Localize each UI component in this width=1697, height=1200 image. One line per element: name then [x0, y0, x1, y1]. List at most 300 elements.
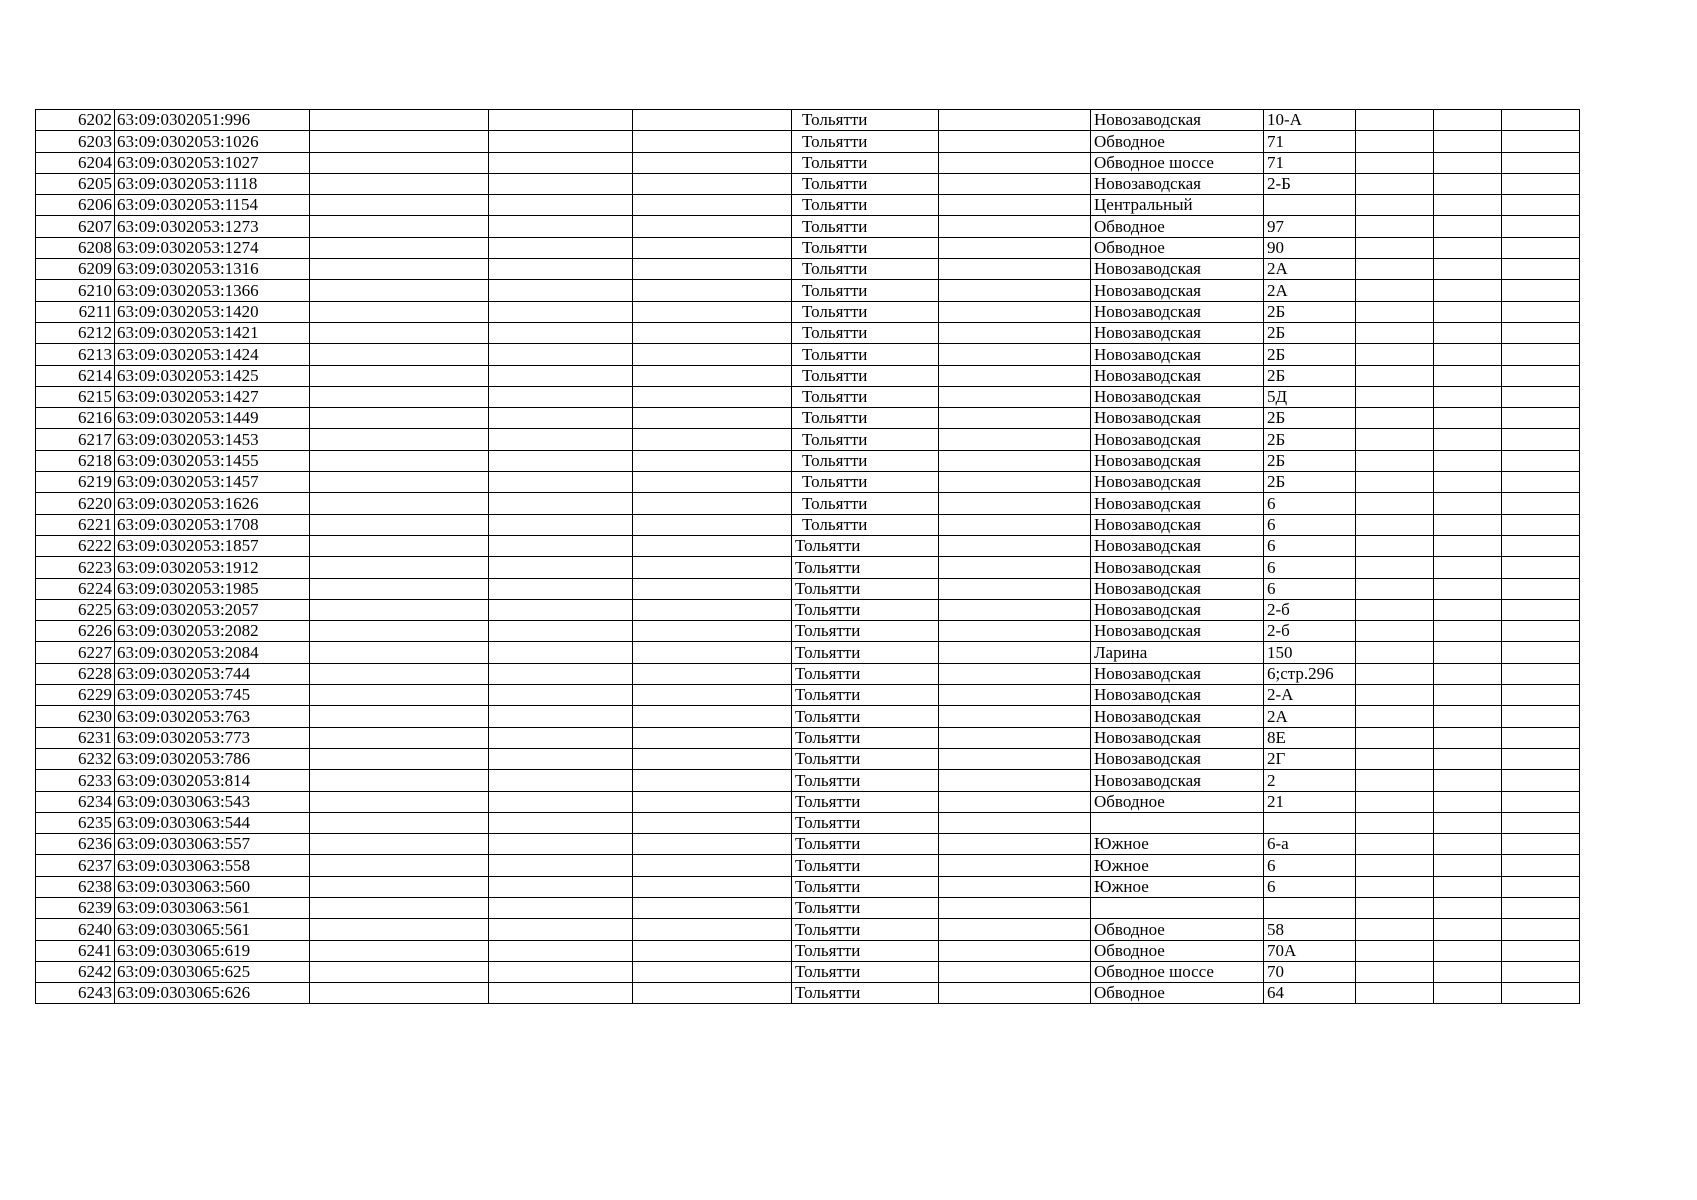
- empty-cell: [1502, 344, 1580, 365]
- table-row: [36, 216, 1580, 237]
- empty-cell: [310, 493, 489, 514]
- empty-cell: [310, 259, 489, 280]
- row-number-cell: 6211: [36, 301, 115, 322]
- empty-cell: [633, 152, 792, 173]
- city-cell: Тольятти: [792, 472, 939, 493]
- empty-cell: [489, 216, 633, 237]
- city-cell: Тольятти: [792, 876, 939, 897]
- city-cell: Тольятти: [792, 110, 939, 131]
- empty-cell: [310, 237, 489, 258]
- table-row: [36, 578, 1580, 599]
- empty-cell: [489, 578, 633, 599]
- table-row: [36, 706, 1580, 727]
- empty-cell: [1434, 855, 1502, 876]
- empty-cell: [939, 748, 1091, 769]
- empty-cell: [489, 855, 633, 876]
- row-number-cell: 6204: [36, 152, 115, 173]
- empty-cell: [310, 578, 489, 599]
- street-cell: Новозаводская: [1091, 535, 1264, 556]
- empty-cell: [1434, 429, 1502, 450]
- house-number-cell: 90: [1264, 237, 1356, 258]
- empty-cell: [633, 748, 792, 769]
- table-row: [36, 812, 1580, 833]
- row-number-cell: 6238: [36, 876, 115, 897]
- empty-cell: [1502, 131, 1580, 152]
- street-cell: Новозаводская: [1091, 110, 1264, 131]
- street-cell: Южное: [1091, 876, 1264, 897]
- empty-cell: [1502, 110, 1580, 131]
- street-cell: Новозаводская: [1091, 472, 1264, 493]
- empty-cell: [489, 280, 633, 301]
- table-row: [36, 983, 1580, 1004]
- empty-cell: [489, 344, 633, 365]
- empty-cell: [939, 961, 1091, 982]
- empty-cell: [1434, 195, 1502, 216]
- empty-cell: [633, 110, 792, 131]
- empty-cell: [310, 131, 489, 152]
- empty-cell: [633, 450, 792, 471]
- cadastral-number-cell: 63:09:0302053:1455: [115, 450, 310, 471]
- empty-cell: [489, 685, 633, 706]
- empty-cell: [939, 578, 1091, 599]
- empty-cell: [1356, 259, 1434, 280]
- table-row: [36, 599, 1580, 620]
- street-cell: Обводное: [1091, 791, 1264, 812]
- empty-cell: [1356, 472, 1434, 493]
- table-row: [36, 642, 1580, 663]
- empty-cell: [1356, 855, 1434, 876]
- city-cell: Тольятти: [792, 408, 939, 429]
- street-cell: Новозаводская: [1091, 365, 1264, 386]
- street-cell: Обводное: [1091, 131, 1264, 152]
- city-cell: Тольятти: [792, 450, 939, 471]
- house-number-cell: 2-Б: [1264, 173, 1356, 194]
- row-number-cell: 6203: [36, 131, 115, 152]
- city-cell: Тольятти: [792, 195, 939, 216]
- table-row: [36, 429, 1580, 450]
- street-cell: Новозаводская: [1091, 706, 1264, 727]
- house-number-cell: 2Б: [1264, 301, 1356, 322]
- row-number-cell: 6210: [36, 280, 115, 301]
- empty-cell: [1502, 791, 1580, 812]
- empty-cell: [489, 535, 633, 556]
- cadastral-number-cell: 63:09:0302053:744: [115, 663, 310, 684]
- empty-cell: [939, 642, 1091, 663]
- row-number-cell: 6212: [36, 322, 115, 343]
- empty-cell: [939, 557, 1091, 578]
- empty-cell: [1434, 152, 1502, 173]
- house-number-cell: 6: [1264, 578, 1356, 599]
- street-cell: Новозаводская: [1091, 322, 1264, 343]
- cadastral-number-cell: 63:09:0302053:1154: [115, 195, 310, 216]
- street-cell: Новозаводская: [1091, 685, 1264, 706]
- city-cell: Тольятти: [792, 259, 939, 280]
- empty-cell: [1434, 301, 1502, 322]
- row-number-cell: 6233: [36, 770, 115, 791]
- empty-cell: [939, 280, 1091, 301]
- empty-cell: [1356, 621, 1434, 642]
- empty-cell: [310, 472, 489, 493]
- cadastral-number-cell: 63:09:0302053:1274: [115, 237, 310, 258]
- empty-cell: [633, 173, 792, 194]
- empty-cell: [1502, 685, 1580, 706]
- empty-cell: [310, 173, 489, 194]
- empty-cell: [310, 152, 489, 173]
- house-number-cell: 71: [1264, 131, 1356, 152]
- street-cell: [1091, 897, 1264, 918]
- cadastral-number-cell: 63:09:0302053:1421: [115, 322, 310, 343]
- empty-cell: [1502, 301, 1580, 322]
- empty-cell: [939, 322, 1091, 343]
- cadastral-number-cell: 63:09:0303063:560: [115, 876, 310, 897]
- street-cell: Новозаводская: [1091, 386, 1264, 407]
- house-number-cell: 97: [1264, 216, 1356, 237]
- city-cell: Тольятти: [792, 770, 939, 791]
- cadastral-number-cell: 63:09:0303063:544: [115, 812, 310, 833]
- row-number-cell: 6234: [36, 791, 115, 812]
- cadastral-number-cell: 63:09:0302053:1424: [115, 344, 310, 365]
- row-number-cell: 6228: [36, 663, 115, 684]
- empty-cell: [310, 791, 489, 812]
- cadastral-number-cell: 63:09:0302053:1273: [115, 216, 310, 237]
- street-cell: Обводное: [1091, 237, 1264, 258]
- cadastral-number-cell: 63:09:0302053:814: [115, 770, 310, 791]
- empty-cell: [1502, 706, 1580, 727]
- city-cell: Тольятти: [792, 301, 939, 322]
- empty-cell: [1356, 642, 1434, 663]
- empty-cell: [489, 919, 633, 940]
- empty-cell: [489, 557, 633, 578]
- empty-cell: [1502, 557, 1580, 578]
- row-number-cell: 6209: [36, 259, 115, 280]
- empty-cell: [310, 344, 489, 365]
- empty-cell: [489, 727, 633, 748]
- city-cell: Тольятти: [792, 344, 939, 365]
- cadastral-number-cell: 63:09:0302053:2084: [115, 642, 310, 663]
- city-cell: Тольятти: [792, 131, 939, 152]
- empty-cell: [1434, 663, 1502, 684]
- empty-cell: [1434, 706, 1502, 727]
- empty-cell: [310, 514, 489, 535]
- city-cell: Тольятти: [792, 599, 939, 620]
- empty-cell: [1434, 408, 1502, 429]
- empty-cell: [310, 940, 489, 961]
- table-row: [36, 514, 1580, 535]
- house-number-cell: 2-А: [1264, 685, 1356, 706]
- row-number-cell: 6217: [36, 429, 115, 450]
- empty-cell: [939, 727, 1091, 748]
- empty-cell: [939, 834, 1091, 855]
- house-number-cell: 6: [1264, 557, 1356, 578]
- row-number-cell: 6229: [36, 685, 115, 706]
- city-cell: Тольятти: [792, 152, 939, 173]
- table-row: [36, 110, 1580, 131]
- empty-cell: [1502, 621, 1580, 642]
- table-row: [36, 152, 1580, 173]
- empty-cell: [310, 897, 489, 918]
- table-row: [36, 472, 1580, 493]
- empty-cell: [939, 791, 1091, 812]
- empty-cell: [489, 131, 633, 152]
- empty-cell: [633, 429, 792, 450]
- row-number-cell: 6241: [36, 940, 115, 961]
- empty-cell: [1434, 876, 1502, 897]
- empty-cell: [939, 599, 1091, 620]
- row-number-cell: 6231: [36, 727, 115, 748]
- empty-cell: [1502, 983, 1580, 1004]
- empty-cell: [1434, 514, 1502, 535]
- city-cell: Тольятти: [792, 685, 939, 706]
- cadastral-number-cell: 63:09:0302053:773: [115, 727, 310, 748]
- house-number-cell: 8Е: [1264, 727, 1356, 748]
- city-cell: Тольятти: [792, 983, 939, 1004]
- table-row: [36, 897, 1580, 918]
- empty-cell: [1434, 131, 1502, 152]
- street-cell: Обводное: [1091, 919, 1264, 940]
- empty-cell: [489, 791, 633, 812]
- empty-cell: [310, 450, 489, 471]
- empty-cell: [310, 322, 489, 343]
- empty-cell: [939, 706, 1091, 727]
- empty-cell: [939, 685, 1091, 706]
- empty-cell: [1502, 599, 1580, 620]
- empty-cell: [1502, 493, 1580, 514]
- table-row: [36, 301, 1580, 322]
- empty-cell: [939, 663, 1091, 684]
- empty-cell: [633, 259, 792, 280]
- cadastral-number-cell: 63:09:0302053:2057: [115, 599, 310, 620]
- empty-cell: [489, 429, 633, 450]
- empty-cell: [1434, 748, 1502, 769]
- empty-cell: [310, 983, 489, 1004]
- empty-cell: [489, 173, 633, 194]
- empty-cell: [633, 578, 792, 599]
- cadastral-number-cell: 63:09:0302053:1708: [115, 514, 310, 535]
- empty-cell: [1434, 110, 1502, 131]
- empty-cell: [939, 919, 1091, 940]
- cadastral-number-cell: 63:09:0303063:543: [115, 791, 310, 812]
- empty-cell: [489, 322, 633, 343]
- empty-cell: [1502, 770, 1580, 791]
- empty-cell: [1356, 173, 1434, 194]
- city-cell: Тольятти: [792, 535, 939, 556]
- row-number-cell: 6202: [36, 110, 115, 131]
- house-number-cell: 6: [1264, 493, 1356, 514]
- row-number-cell: 6224: [36, 578, 115, 599]
- empty-cell: [633, 216, 792, 237]
- street-cell: Новозаводская: [1091, 514, 1264, 535]
- house-number-cell: 2Г: [1264, 748, 1356, 769]
- city-cell: Тольятти: [792, 663, 939, 684]
- empty-cell: [489, 472, 633, 493]
- empty-cell: [1502, 855, 1580, 876]
- city-cell: Тольятти: [792, 237, 939, 258]
- cadastral-number-cell: 63:09:0303065:625: [115, 961, 310, 982]
- empty-cell: [310, 748, 489, 769]
- house-number-cell: 2-б: [1264, 599, 1356, 620]
- cadastral-number-cell: 63:09:0302053:1453: [115, 429, 310, 450]
- row-number-cell: 6239: [36, 897, 115, 918]
- empty-cell: [1502, 237, 1580, 258]
- empty-cell: [489, 663, 633, 684]
- empty-cell: [1356, 429, 1434, 450]
- cadastral-number-cell: 63:09:0303065:561: [115, 919, 310, 940]
- empty-cell: [1502, 386, 1580, 407]
- house-number-cell: 2А: [1264, 280, 1356, 301]
- empty-cell: [1434, 940, 1502, 961]
- empty-cell: [1502, 876, 1580, 897]
- city-cell: Тольятти: [792, 621, 939, 642]
- empty-cell: [633, 322, 792, 343]
- row-number-cell: 6243: [36, 983, 115, 1004]
- empty-cell: [1356, 216, 1434, 237]
- empty-cell: [633, 365, 792, 386]
- house-number-cell: 70: [1264, 961, 1356, 982]
- empty-cell: [489, 110, 633, 131]
- empty-cell: [310, 386, 489, 407]
- registry-table: [35, 109, 1580, 1004]
- empty-cell: [1356, 727, 1434, 748]
- cadastral-number-cell: 63:09:0302053:1857: [115, 535, 310, 556]
- empty-cell: [1502, 408, 1580, 429]
- table-row: [36, 259, 1580, 280]
- empty-cell: [1356, 450, 1434, 471]
- empty-cell: [1434, 599, 1502, 620]
- house-number-cell: 5Д: [1264, 386, 1356, 407]
- empty-cell: [1434, 386, 1502, 407]
- empty-cell: [633, 642, 792, 663]
- house-number-cell: 6;стр.296: [1264, 663, 1356, 684]
- empty-cell: [310, 663, 489, 684]
- empty-cell: [310, 685, 489, 706]
- cadastral-number-cell: 63:09:0303063:557: [115, 834, 310, 855]
- empty-cell: [1502, 514, 1580, 535]
- empty-cell: [1434, 961, 1502, 982]
- empty-cell: [939, 514, 1091, 535]
- house-number-cell: 6: [1264, 514, 1356, 535]
- empty-cell: [310, 770, 489, 791]
- city-cell: Тольятти: [792, 322, 939, 343]
- street-cell: Южное: [1091, 834, 1264, 855]
- row-number-cell: 6206: [36, 195, 115, 216]
- empty-cell: [310, 919, 489, 940]
- row-number-cell: 6222: [36, 535, 115, 556]
- empty-cell: [1356, 301, 1434, 322]
- house-number-cell: 2Б: [1264, 429, 1356, 450]
- empty-cell: [1434, 919, 1502, 940]
- empty-cell: [310, 429, 489, 450]
- city-cell: Тольятти: [792, 727, 939, 748]
- cadastral-number-cell: 63:09:0302053:1316: [115, 259, 310, 280]
- empty-cell: [489, 259, 633, 280]
- cadastral-number-cell: 63:09:0302053:1449: [115, 408, 310, 429]
- street-cell: Ларина: [1091, 642, 1264, 663]
- table-row: [36, 344, 1580, 365]
- empty-cell: [489, 642, 633, 663]
- empty-cell: [633, 770, 792, 791]
- cadastral-number-cell: 63:09:0303063:558: [115, 855, 310, 876]
- table-body: [36, 110, 1580, 1004]
- empty-cell: [489, 897, 633, 918]
- street-cell: Обводное: [1091, 940, 1264, 961]
- street-cell: Новозаводская: [1091, 557, 1264, 578]
- empty-cell: [939, 110, 1091, 131]
- empty-cell: [1434, 472, 1502, 493]
- street-cell: Новозаводская: [1091, 621, 1264, 642]
- table-row: [36, 195, 1580, 216]
- empty-cell: [1434, 535, 1502, 556]
- empty-cell: [1502, 578, 1580, 599]
- empty-cell: [1434, 450, 1502, 471]
- empty-cell: [1356, 919, 1434, 940]
- empty-cell: [939, 621, 1091, 642]
- table-row: [36, 770, 1580, 791]
- empty-cell: [1434, 983, 1502, 1004]
- empty-cell: [1502, 280, 1580, 301]
- cadastral-number-cell: 63:09:0302053:763: [115, 706, 310, 727]
- empty-cell: [1356, 578, 1434, 599]
- empty-cell: [1356, 599, 1434, 620]
- table-row: [36, 727, 1580, 748]
- table-row: [36, 621, 1580, 642]
- city-cell: Тольятти: [792, 216, 939, 237]
- street-cell: [1091, 812, 1264, 833]
- empty-cell: [310, 408, 489, 429]
- row-number-cell: 6230: [36, 706, 115, 727]
- empty-cell: [310, 599, 489, 620]
- street-cell: Новозаводская: [1091, 408, 1264, 429]
- city-cell: Тольятти: [792, 557, 939, 578]
- empty-cell: [1502, 812, 1580, 833]
- empty-cell: [310, 812, 489, 833]
- cadastral-number-cell: 63:09:0302053:1118: [115, 173, 310, 194]
- empty-cell: [939, 876, 1091, 897]
- table-row: [36, 919, 1580, 940]
- empty-cell: [1434, 344, 1502, 365]
- empty-cell: [1434, 812, 1502, 833]
- empty-cell: [1356, 237, 1434, 258]
- empty-cell: [489, 876, 633, 897]
- empty-cell: [1434, 259, 1502, 280]
- row-number-cell: 6225: [36, 599, 115, 620]
- empty-cell: [1356, 365, 1434, 386]
- empty-cell: [633, 386, 792, 407]
- empty-cell: [633, 344, 792, 365]
- empty-cell: [633, 408, 792, 429]
- street-cell: Новозаводская: [1091, 578, 1264, 599]
- empty-cell: [1502, 748, 1580, 769]
- empty-cell: [633, 621, 792, 642]
- empty-cell: [310, 110, 489, 131]
- empty-cell: [633, 557, 792, 578]
- empty-cell: [1356, 770, 1434, 791]
- row-number-cell: 6213: [36, 344, 115, 365]
- house-number-cell: [1264, 897, 1356, 918]
- cadastral-number-cell: 63:09:0303065:626: [115, 983, 310, 1004]
- empty-cell: [1434, 578, 1502, 599]
- row-number-cell: 6235: [36, 812, 115, 833]
- cadastral-number-cell: 63:09:0302053:1027: [115, 152, 310, 173]
- empty-cell: [1356, 131, 1434, 152]
- empty-cell: [489, 237, 633, 258]
- house-number-cell: 6: [1264, 535, 1356, 556]
- table-row: [36, 940, 1580, 961]
- city-cell: Тольятти: [792, 365, 939, 386]
- empty-cell: [939, 131, 1091, 152]
- cadastral-number-cell: 63:09:0302053:745: [115, 685, 310, 706]
- empty-cell: [1434, 365, 1502, 386]
- empty-cell: [633, 876, 792, 897]
